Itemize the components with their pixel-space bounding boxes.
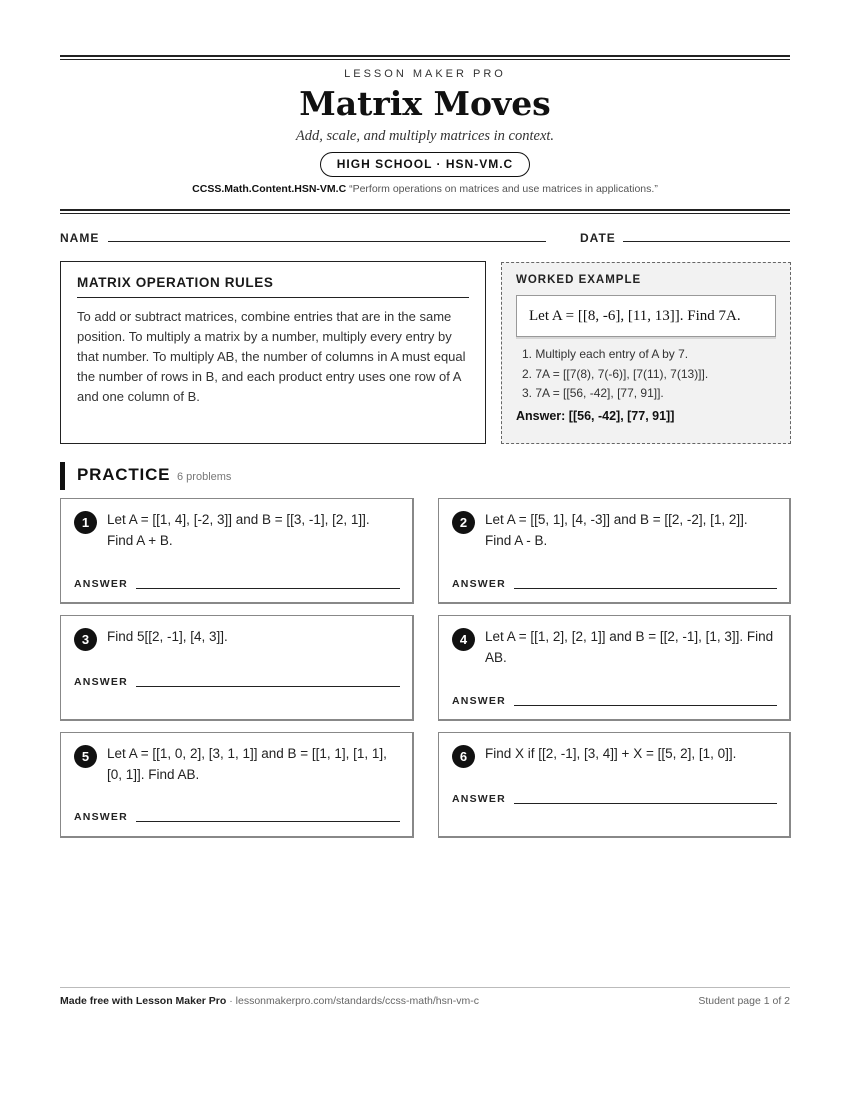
- name-label: NAME: [60, 231, 100, 245]
- problem-number: 2: [452, 511, 475, 534]
- problem-text: Let A = [[1, 0, 2], [3, 1, 1]] and B = [[1, 1], [1, 1], [0, 1]]. Find AB.: [107, 746, 387, 782]
- standard-code: CCSS.Math.Content.HSN-VM.C: [192, 183, 347, 195]
- answer-label: ANSWER: [74, 676, 128, 688]
- problem-number: 1: [74, 511, 97, 534]
- footer-made-with: Made free with Lesson Maker Pro: [60, 995, 227, 1007]
- problem-text: Let A = [[5, 1], [4, -3]] and B = [[2, -2], [1, 2]]. Find A - B.: [485, 512, 748, 548]
- answer-label: ANSWER: [452, 695, 506, 707]
- worked-example-title: WORKED EXAMPLE: [516, 274, 642, 286]
- header-bottom-rule: [60, 209, 790, 214]
- answer-line[interactable]: [136, 686, 400, 687]
- answer-line[interactable]: [136, 588, 400, 589]
- problem-number: 6: [452, 745, 475, 768]
- date-label: DATE: [580, 231, 616, 245]
- answer-label: ANSWER: [74, 811, 128, 823]
- worked-example-steps: [516, 345, 776, 404]
- name-field-line[interactable]: [108, 241, 546, 242]
- rules-box: [60, 261, 486, 444]
- problem-text: Let A = [[1, 4], [-2, 3]] and B = [[3, -1], [2, 1]]. Find A + B.: [107, 512, 370, 548]
- footer-page-number: Student page 1 of 2: [698, 995, 790, 1007]
- page-title: Matrix Moves: [299, 84, 551, 123]
- footer-url[interactable]: · lessonmakerpro.com/standards/ccss-math/hsn-vm-c: [226, 995, 479, 1007]
- standard-description: “Perform operations on matrices and use matrices in applications.”: [349, 183, 658, 195]
- answer-label: ANSWER: [452, 793, 506, 805]
- standard-line: [0, 183, 850, 195]
- worked-step: 1. Multiply each entry of A by 7.: [522, 347, 689, 361]
- grade-standard-badge: HIGH SCHOOL · HSN-VM.C: [320, 152, 530, 177]
- page-subtitle: Add, scale, and multiply matrices in context.: [295, 128, 555, 144]
- worked-example-problem: Let A = [[8, -6], [11, 13]]. Find 7A.: [516, 295, 776, 337]
- worked-step: 3. 7A = [[56, -42], [77, 91]].: [522, 386, 664, 400]
- rules-body: To add or subtract matrices, combine entries that are in the same position. To multiply a matrix by a number, multiply every entry by that number. To multiply AB, the number of columns in A must equal the number of rows in B, and each product entry uses one row of A and one column of B.: [77, 309, 466, 404]
- problem-card: [438, 732, 791, 838]
- header-top-rule: [60, 55, 790, 60]
- worked-example-box: [501, 262, 791, 444]
- answer-line[interactable]: [514, 588, 777, 589]
- brand-name: LESSON MAKER PRO: [344, 68, 506, 80]
- problem-card: [60, 732, 414, 838]
- practice-title: PRACTICE: [77, 465, 171, 484]
- rules-title: MATRIX OPERATION RULES: [77, 275, 469, 298]
- practice-count: 6 problems: [177, 471, 232, 483]
- problem-number: 4: [452, 628, 475, 651]
- problem-text: Find 5[[2, -1], [4, 3]].: [107, 629, 228, 644]
- problem-text: Let A = [[1, 2], [2, 1]] and B = [[2, -1], [1, 3]]. Find AB.: [485, 629, 774, 665]
- footer-credit: [60, 995, 479, 1007]
- problem-text: Find X if [[2, -1], [3, 4]] + X = [[5, 2], [1, 0]].: [485, 746, 737, 761]
- practice-accent-bar: [60, 462, 65, 490]
- problem-card: [438, 615, 791, 721]
- answer-label: ANSWER: [452, 578, 506, 590]
- answer-label: ANSWER: [74, 578, 128, 590]
- problem-card: [60, 615, 414, 721]
- footer-rule: [60, 987, 790, 988]
- worked-example-answer: Answer: [[56, -42], [77, 91]]: [516, 408, 675, 423]
- date-field-line[interactable]: [623, 241, 790, 242]
- problem-card: [438, 498, 791, 604]
- answer-line[interactable]: [514, 803, 777, 804]
- problem-number: 3: [74, 628, 97, 651]
- worked-step: 2. 7A = [[7(8), 7(-6)], [7(11), 7(13)]].: [522, 366, 709, 381]
- answer-line[interactable]: [514, 705, 777, 706]
- problem-number: 5: [74, 745, 97, 768]
- problem-card: [60, 498, 414, 604]
- answer-line[interactable]: [136, 821, 400, 822]
